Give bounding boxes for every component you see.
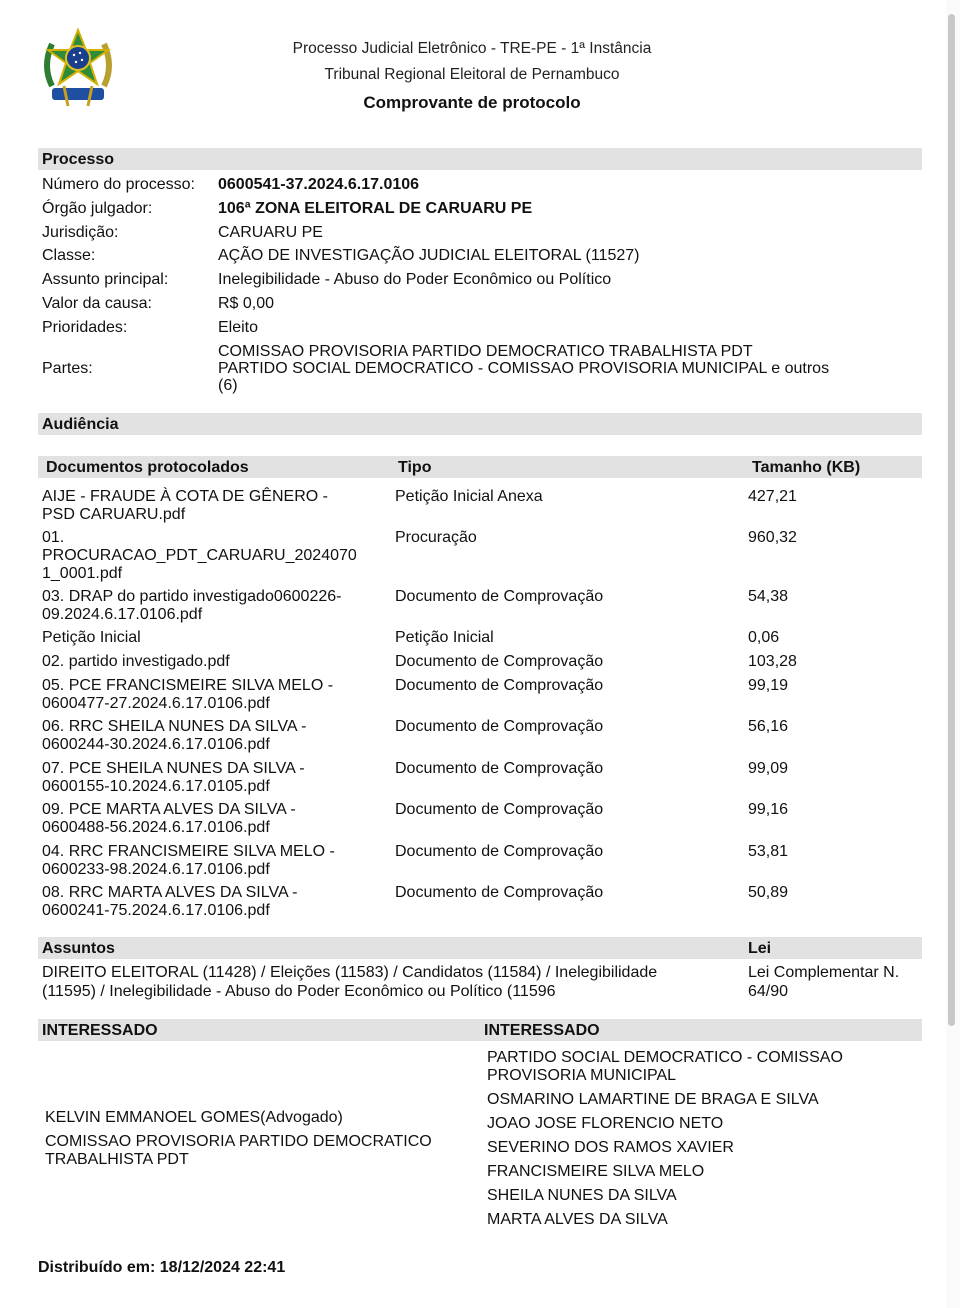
interessado-left-line: TRABALHISTA PDT	[45, 1151, 189, 1168]
document-name: 0600241-75.2024.6.17.0106.pdf	[42, 902, 270, 919]
document-name: 09.2024.6.17.0106.pdf	[42, 606, 203, 623]
orgao-julgador: 106ª ZONA ELEITORAL DE CARUARU PE	[218, 200, 533, 217]
column-header-documentos: Documentos protocolados	[46, 459, 249, 476]
prioridades: Eleito	[218, 319, 259, 336]
document-tipo: Documento de Comprovação	[395, 588, 604, 605]
lei-text: 64/90	[748, 983, 789, 1000]
document-tamanho: 50,89	[748, 884, 789, 901]
field-label: Partes:	[42, 360, 93, 377]
document-tipo: Petição Inicial	[395, 629, 494, 646]
assunto-principal: Inelegibilidade - Abuso do Poder Econômico ou Político	[218, 271, 612, 288]
interessado-header-left: INTERESSADO	[42, 1022, 158, 1039]
classe: AÇÃO DE INVESTIGAÇÃO JUDICIAL ELEITORAL (11527)	[218, 247, 640, 264]
document-name: 02. partido investigado.pdf	[42, 653, 230, 670]
interessado-right-line: PROVISORIA MUNICIPAL	[487, 1067, 677, 1084]
field-label: Assunto principal:	[42, 271, 169, 288]
field-label: Órgão julgador:	[42, 200, 153, 217]
jurisdicao: CARUARU PE	[218, 224, 323, 241]
document-tipo: Documento de Comprovação	[395, 801, 604, 818]
document-tamanho: 0,06	[748, 629, 780, 646]
section-interessados	[38, 1019, 922, 1041]
column-header-tamanho: Tamanho (KB)	[752, 459, 861, 476]
document-tipo: Documento de Comprovação	[395, 677, 604, 694]
section-audiencia: Audiência	[38, 413, 922, 435]
column-header-tipo: Tipo	[398, 459, 432, 476]
document-name: 05. PCE FRANCISMEIRE SILVA MELO -	[42, 677, 334, 694]
document-tipo: Procuração	[395, 529, 477, 546]
section-processo: Processo	[38, 148, 922, 170]
page-title: Comprovante de protocolo	[363, 93, 581, 112]
document-tipo: Documento de Comprovação	[395, 843, 604, 860]
document-tamanho: 54,38	[748, 588, 789, 605]
interessado-right-line: FRANCISMEIRE SILVA MELO	[487, 1163, 705, 1180]
field-label: Jurisdição:	[42, 224, 119, 241]
document-tipo: Documento de Comprovação	[395, 884, 604, 901]
interessado-right-line: SEVERINO DOS RAMOS XAVIER	[487, 1139, 734, 1156]
partes-line: (6)	[218, 377, 238, 394]
partes-line: PARTIDO SOCIAL DEMOCRATICO - COMISSAO PROVISORIA MUNICIPAL e outros	[218, 360, 830, 377]
lei-text: Lei Complementar N.	[748, 964, 900, 981]
document-tamanho: 427,21	[748, 488, 797, 505]
partes-line: COMISSAO PROVISORIA PARTIDO DEMOCRATICO TRABALHISTA PDT	[218, 343, 753, 360]
process-number: 0600541-37.2024.6.17.0106	[218, 176, 420, 193]
document-name: Petição Inicial	[42, 629, 141, 646]
document-tamanho: 99,19	[748, 677, 789, 694]
document-name: AIJE - FRAUDE À COTA DE GÊNERO -	[42, 488, 328, 505]
document-tipo: Petição Inicial Anexa	[395, 488, 543, 505]
field-label: Prioridades:	[42, 319, 128, 336]
document-name: 09. PCE MARTA ALVES DA SILVA -	[42, 801, 296, 818]
document-tipo: Documento de Comprovação	[395, 653, 604, 670]
distribuido-em: Distribuído em: 18/12/2024 22:41	[38, 1259, 286, 1276]
document-name: 0600233-98.2024.6.17.0106.pdf	[42, 861, 270, 878]
document-tamanho: 53,81	[748, 843, 789, 860]
document-tipo: Documento de Comprovação	[395, 718, 604, 735]
document-name: 01.	[42, 529, 65, 546]
interessado-right-line: SHEILA NUNES DA SILVA	[487, 1187, 677, 1204]
document-name: 03. DRAP do partido investigado0600226-	[42, 588, 342, 605]
field-label: Classe:	[42, 247, 96, 264]
interessado-left-line: KELVIN EMMANOEL GOMES(Advogado)	[45, 1109, 343, 1126]
header-court-system: Processo Judicial Eletrônico - TRE-PE - 1ª Instância	[292, 40, 652, 57]
assuntos-text: DIREITO ELEITORAL (11428) / Eleições (11583) / Candidatos (11584) / Inelegibilidade	[42, 964, 658, 981]
document-tamanho: 99,09	[748, 760, 789, 777]
valor-causa: R$ 0,00	[218, 295, 275, 312]
document-tamanho: 103,28	[748, 653, 797, 670]
document-tamanho: 99,16	[748, 801, 789, 818]
document-name: 0600244-30.2024.6.17.0106.pdf	[42, 736, 270, 753]
interessado-right-line: MARTA ALVES DA SILVA	[487, 1211, 668, 1228]
field-label: Número do processo:	[42, 176, 195, 193]
assuntos-header: Assuntos	[42, 940, 115, 957]
lei-header: Lei	[748, 940, 772, 957]
document-name: 07. PCE SHEILA NUNES DA SILVA -	[42, 760, 305, 777]
document-tipo: Documento de Comprovação	[395, 760, 604, 777]
document-name: PSD CARUARU.pdf	[42, 506, 186, 523]
document-tamanho: 960,32	[748, 529, 797, 546]
document-name: PROCURACAO_PDT_CARUARU_2024070	[42, 547, 357, 564]
interessado-right-line: OSMARINO LAMARTINE DE BRAGA E SILVA	[487, 1091, 819, 1108]
section-assuntos	[38, 937, 922, 959]
header-tribunal: Tribunal Regional Eleitoral de Pernambuco	[324, 66, 620, 83]
document-name: 06. RRC SHEILA NUNES DA SILVA -	[42, 718, 307, 735]
document-name: 0600155-10.2024.6.17.0105.pdf	[42, 778, 270, 795]
field-label: Valor da causa:	[42, 295, 152, 312]
document-tamanho: 56,16	[748, 718, 789, 735]
assuntos-text: (11595) / Inelegibilidade - Abuso do Poder Econômico ou Político (11596	[42, 983, 556, 1000]
brazil-coat-of-arms-icon	[38, 26, 118, 110]
interessado-header-right: INTERESSADO	[484, 1022, 600, 1039]
document-name: 0600488-56.2024.6.17.0106.pdf	[42, 819, 270, 836]
document-name: 1_0001.pdf	[42, 565, 123, 582]
document-name: 0600477-27.2024.6.17.0106.pdf	[42, 695, 270, 712]
document-name: 04. RRC FRANCISMEIRE SILVA MELO -	[42, 843, 335, 860]
interessado-right-line: JOAO JOSE FLORENCIO NETO	[487, 1115, 724, 1132]
scrollbar-thumb[interactable]	[948, 14, 955, 1026]
document-name: 08. RRC MARTA ALVES DA SILVA -	[42, 884, 298, 901]
interessado-right-line: PARTIDO SOCIAL DEMOCRATICO - COMISSAO	[487, 1049, 843, 1066]
interessado-left-line: COMISSAO PROVISORIA PARTIDO DEMOCRATICO	[45, 1133, 432, 1150]
